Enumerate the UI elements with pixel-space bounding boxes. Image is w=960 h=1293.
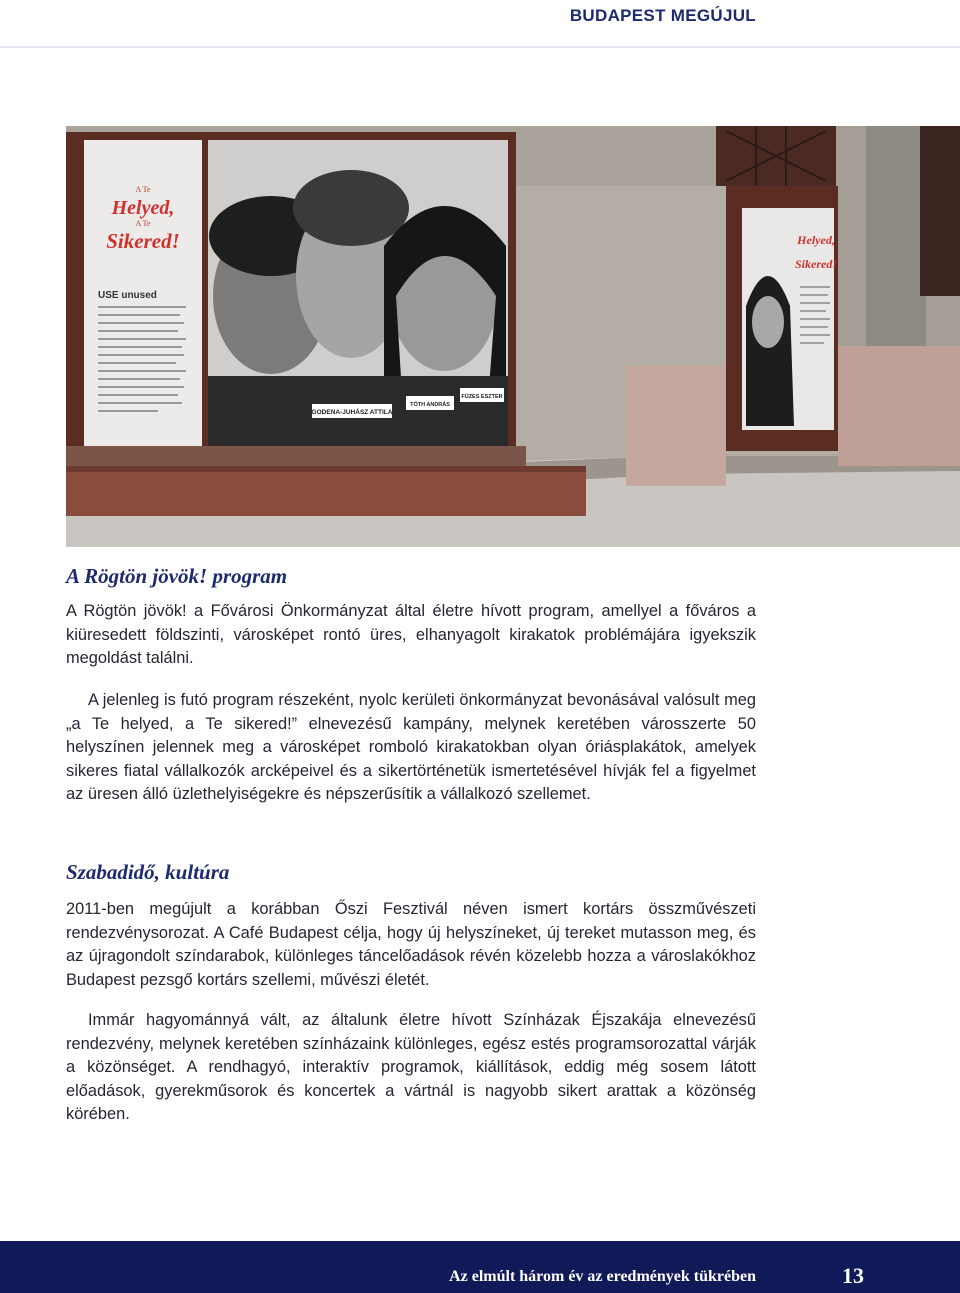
paragraph-program-campaign: A jelenleg is futó program részeként, nyolc kerületi önkormányzat bevonásával valósult meg „a Te helyed, a Te sikered!” elnevezésű kampány, melynek keretében városszerte 50 helyszínen jelennek meg a városképet romboló kirakatokban olyan óriásplakátok, amelyek sikeres fiatal vállalkozók arcképeivel és a sikertörténetük ismertetésével hívják fel a figyelmet az üresen álló üzlethelyiségekre és népszerűsítik a vállalkozó szellemet.: [66, 691, 756, 803]
section-heading-culture: Szabadidő, kultúra: [66, 860, 230, 884]
poster-heading: USE unused: [98, 290, 157, 301]
header-divider: [0, 46, 960, 48]
poster-slogan-small-1: A Te: [135, 185, 151, 194]
section-heading-program: A Rögtön jövök! program: [66, 564, 288, 588]
poster-name-2: TÓTH ANDRÁS: [410, 402, 450, 408]
poster-name-1: GODENA-JUHÁSZ ATTILA: [311, 409, 393, 416]
paragraph-cafe-budapest: 2011-ben megújult a korábban Őszi Fesztivál néven ismert kortárs összművészeti rendezvénysorozat. A Café Budapest célja, hogy új helyszíneket, új tereket mutasson meg, és az újragondolt színdarabok, különleges táncelőadások révén közelebb hozza a városlakókhoz Budapest pezsgő kortárs szellemi, művészi életét.: [66, 900, 756, 989]
right-poster-slogan-1: Helyed,: [797, 233, 835, 247]
paragraph-theatre-night: Immár hagyománnyá vált, az általunk életre hívott Színházak Éjszakája elnevezésű rendezvény, melynek keretében színházaink különleges, egész estés programsorozattal várják a közönséget. A rendhagyó, interaktív programok, kiállítások, eddig még sosem látott előadások, gyerekműsorok és koncertek a vártnál is nagyobb sikert arattak a közönség körében.: [66, 1011, 756, 1123]
storefront-photo: [66, 126, 960, 547]
right-poster-slogan-2: Sikered!: [795, 257, 837, 271]
footer-bar: [0, 1241, 960, 1293]
poster-slogan-big-2: Sikered!: [106, 229, 180, 253]
running-header: BUDAPEST MEGÚJUL: [569, 6, 756, 25]
page-number: 13: [842, 1263, 864, 1288]
poster-slogan-big-1: Helyed,: [111, 197, 175, 219]
paragraph-program-intro: A Rögtön jövök! a Fővárosi Önkormányzat által életre hívott program, amellyel a főváros a kiüresedett földszinti, városképet rontó üres, elhanyagolt kirakatok problémájára igyekszik megoldást találni.: [66, 602, 756, 667]
poster-slogan-small-2: A Te: [135, 219, 151, 228]
footer-title: Az elmúlt három év az eredmények tükrében: [449, 1268, 756, 1285]
poster-name-3: FÜZES ESZTER: [461, 394, 503, 400]
